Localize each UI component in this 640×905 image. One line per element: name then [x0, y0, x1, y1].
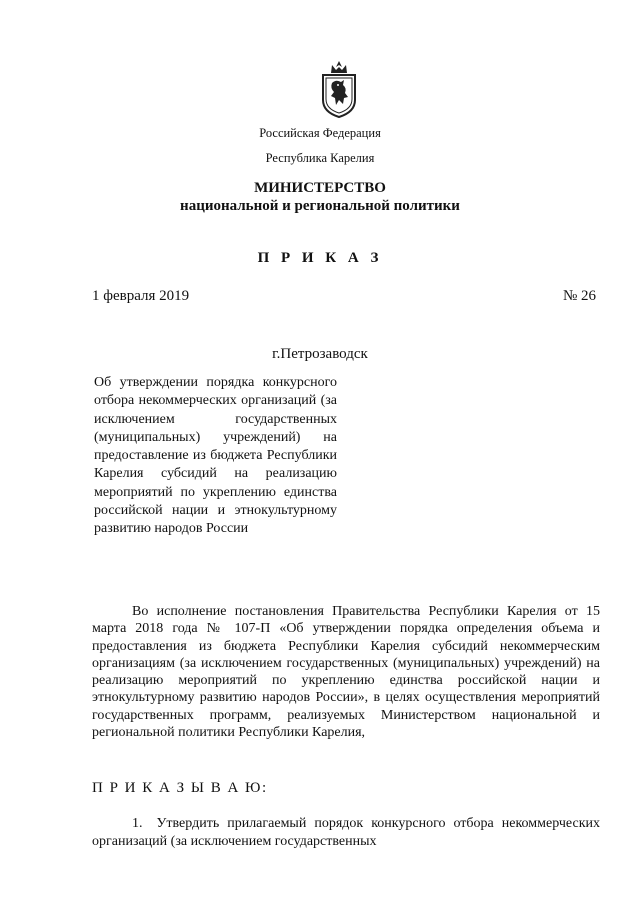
- coat-of-arms-icon: [319, 60, 359, 118]
- ministry-title: МИНИСТЕРСТВО: [254, 180, 386, 196]
- document-type: П Р И К А З: [257, 250, 383, 266]
- order-item: [92, 815, 600, 851]
- document-date: 1 февраля 2019: [92, 288, 190, 304]
- order-word: П Р И К А З Ы В А Ю:: [92, 780, 268, 796]
- preamble: [92, 603, 600, 741]
- country-name: Российская Федерация: [259, 126, 381, 140]
- document-number: № 26: [562, 288, 596, 304]
- republic-name: Республика Карелия: [265, 151, 375, 165]
- preamble-text: Во исполнение постановления Правительства Республики Карелия от 15 марта 2018 года № 107-П «Об утверждении порядка определения объема и предоставления из бюджета Республики Карелия субсидий некоммерческим организациям (за исключением государственных (муниципальных) учреждений) на реализацию мероприятий по укреплению единства российской нации и этнокультурному развитию народов России», в целях осуществления мероприятий государственных программ, реализуемых Министерством национальной и региональной политики Республики Карелия,: [92, 604, 600, 741]
- document-city: г.Петрозаводск: [272, 346, 368, 362]
- document-subject: Об утверждении порядка конкурсного отбора некоммерческих организаций (за исключением государственных (муниципальных) учреждений) на предоставление из бюджета Республики Карелия субсидий на реализацию мероприятий по укреплению единства российской нации и этнокультурному развитию народов России: [94, 375, 337, 537]
- ministry-full-name: национальной и региональной политики: [180, 198, 460, 214]
- order-item-text: Утвердить прилагаемый порядок конкурсного отбора некоммерческих организаций (за исключением государственных: [92, 816, 600, 849]
- order-item-number: 1.: [132, 816, 143, 831]
